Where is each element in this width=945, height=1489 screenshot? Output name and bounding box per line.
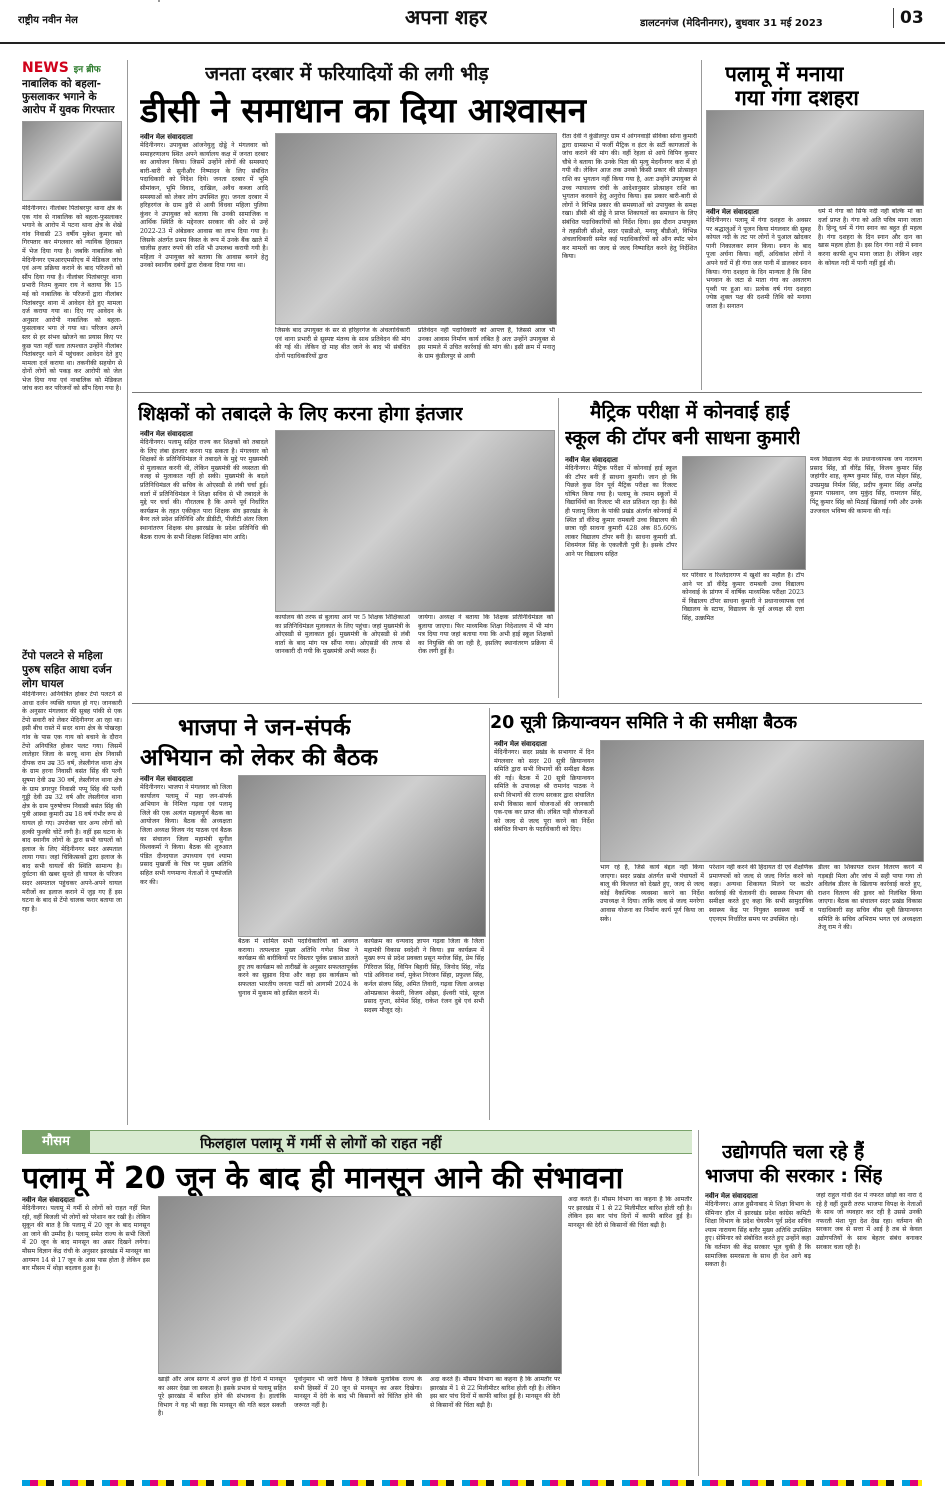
dc-text4: रीता देवी ने कुंडीलपुर ग्राम में आंगनवाड़ी सेविका सोना कुमारी द्वारा ग्रामसभा में फर्जी मैट्रिक व इंटर के सर्टी कागजातों के जांच कराने की मांग की। वहीं रेहला से आये विपिन कुमार चौबे ने बताया कि उनके पिता की मृत्यु मेदनीनगर करा में हो गयी थी। लेकिन आज तक उनको किसी प्रकार की प्रोत्साहन राशि का भुगतान नहीं किया गया है, अतः उन्होंने उपायुक्त से उच्च न्यायालय रांची के आदेशानुसार प्रोत्साहन राशि का भुगतान करवाने हेतु अनुरोध किया। इस प्रकार बारी-बारी से लोगों ने विभिन्न प्रकार की समस्याओं को उपायुक्त के समक्ष रखा। डीसी श्री दोड्डे ने प्राप्त शिकायतों का समाधान के लिए संबंधित पदाधिकारियों को निर्देश दिया। इस दौरान उपायुक्त ने तहसीली सीओ, सदर एसडीओ, मनातू बीडीओ, विभिन्न अंचलाधिकारी समेत कई पदाधिकारियों को ऑन स्पॉट फोन कर मामलों का जल्द से जल्द निष्पादित करने हेतु निर्देशित किया। <box>562 133 697 261</box>
mausam-headline: पलामू में 20 जून के बाद ही मानसून आने की संभावना <box>22 1161 624 1196</box>
ganga-headline-line2: गया गंगा दशहरा <box>735 86 859 110</box>
mausam-text3: पूर्वानुमान भी जारी किया है जिसके मुताबिक राज्य के सभी हिस्सों में 20 जून से मानसून का असर दिखेगा। मानसून में देरी के बाद भी किसानों को चिंतित होने की जरूरत नहीं है। <box>294 1376 422 1409</box>
brief1-text: मेदिनीनगर। नीलांबर पितांबरपुर थाना क्षेत्र के एक गांव से नाबालिक को बहला-फुसलाकर भगाने के आरोप में पटना थाना क्षेत्र के शेखे गांव निवासी 23 वर्षीय मुकेश कुमार को गिरफ्तार कर मंगलवार को न्यायिक हिरासत में भेज दिया गया है। जबकि नाबालिक को मेदिनीनगर एमआरएमसीएच में मेडिकल जांच एवं अन्य प्रक्रिया कराने के बाद परिजनों को सौंप दिया गया है। नीलांबर पितांबरपुर थाना प्रभारी नितम कुमार राय ने बताया कि 15 मई को नाबालिक के परिजनों द्वारा नीलांबर पितांबरपुर थाना में आवेदन देते हुए मामला दर्ज कराया गया था। दिए गए आवेदन के अनुसार आरोपी नाबालिक को बहला-फुसलाकर भगा ले गया था। परिजन अपने स्तर से हर संभव खोजने का प्रयास किए पर कुछ पता नहीं चला तत्पश्चात उन्होंने नीलांबर पितांबरपुर थाने में पहुंचकर आवेदन देते हुए मामला दर्ज कराया था। तकनीकी सहयोग से दोनों लोगों को पकड़ कर आरोपी को जेल भेज दिया गया एवं नाबालिक को मेडिकल जांच करा कर परिजनों को सौंप दिया गया है। <box>22 205 122 393</box>
matric-text2: घर परिवार व रिश्तेदारगण में खुशी का महौल है। टॉप आने पर डॉ वीरेंद्र कुमार रामबली उच्च विद्यालय कोनवाई के प्रांगण में वार्षिक माध्यमिक परीक्षा 2023 में विद्यालय टॉपर साधना कुमारी ने प्रधानाध्यापक एवं विद्यालय के स्टाफ, विद्यालय के पूर्व अध्यक्ष सी दत्ता सिंह, उत्क्रमित <box>682 572 804 622</box>
handcuffs-photo <box>22 121 122 201</box>
sutri-text4: डीलर का शिकायत राशन वितरण करने में गड़बड़ी मिला और जांच में सही पाया गया तो अविलंब डीलर के खिलाफ कार्रवाई करते हुए, राशन वितरण की ड्रावर को निलंबित किया जाएगा। बैठक का संचालन सदर प्रखंड विकास पदाधिकारी सह सचिव बीस सूत्री क्रियान्वयन समिति के सचिव अभिराम भगत एवं अध्यक्षता तेजू राम ने की। <box>818 864 922 932</box>
mausam-text1: मेदिनीनगर। पलामू में गर्मी से लोगों को राहत नहीं मिल रही, वहीं बिजली भी लोगों को परेशान कर रखी है। लेकिन सुकून की बात है कि पलामू में 20 जून के बाद मानसून आ जाने की उम्मीद है। पलामू समेत राज्य के सभी जिलों में 20 जून के बाद मानसून का असर दिखने लगेगा। मौसम विज्ञान केंद्र रांची के अनुसार झारखंड में मानसून का आगमन 14 से 17 जून के आस पास होता है लेकिन इस बार मौसम में थोड़ा बदलाव हुआ है। <box>22 1205 150 1273</box>
matric-byline: नवीन मेल संवाददाता <box>565 456 618 464</box>
mausam-bar <box>22 1130 692 1154</box>
teachers-text2: कार्यालय की तरफ से बुलाया आने पर 5 शिक्षक शिक्षिकाओं का प्रतिनिधिमंडल मुलाकात के लिए पहुंचा। जहां मुख्यमंत्री के ओएसडी से मुलाकात हुई। मुख्यमंत्री के ओएसडी से लंबी वार्ता के बाद मांग पत्र सौंपा गया। ओएसडी की तरफ से जानकारी दी गयी कि मुख्यमंत्री अभी व्यस्त हैं। <box>275 614 410 656</box>
matric-headline-line1: मैट्रिक परीक्षा में कोनवाई हाई <box>590 401 790 423</box>
udyog-text2: जहां राहुल गांधी देश मे नफरत छोड़ो का नारा दे रहे है वहीं दूसरी तरफ भाजपा विपक्ष के नेताओं के साथ जो व्यवहार कर रही है उससे उनकी नफरती मंशा पूरा देश देख रहा। वर्तमान की सरकार जब से सत्ता में आई है तब से केवल उद्योगपतियों के साथ बेहतर संबंध बनाकर सरकार चला रही है। <box>816 1192 922 1251</box>
page-number: 03 <box>893 8 924 28</box>
news-label: NEWS <box>22 60 69 76</box>
sutri-col1 <box>494 740 594 1120</box>
udyog-col1 <box>705 1192 811 1476</box>
mausam-tag: मौसम <box>22 1131 90 1153</box>
mausam-text4: अदा करते हैं। मौसम विभाग का कहना है कि आमतौर पर झारखंड में 1 से 22 मिलीमीटर बारिश होती रही है। लेकिन इस बार पांच दिनों में काफी बारिश हुई है। मानसून की देरी से किसानों की चिंता बढ़ी है। <box>430 1376 560 1409</box>
bjp-headline-line2: अभियान को लेकर की बैठक <box>140 745 378 771</box>
dc-text3: प्रतिवेदन नहीं पदाधिकारी को आपत्त हैं, जिससे आज भी उनका आवास निर्माण कार्य लंबित है अतः उन्होंने उपायुक्त से इस मामले में उचित कार्रवाई की मांग की। इसी क्रम में मनातू के ग्राम कुंडीलपुर से आयी <box>418 327 555 360</box>
matric-col1 <box>565 456 677 698</box>
section-title: अपना शहर <box>405 5 488 29</box>
brief2-title: टेंपो पलटने से महिला पुरुष सहित आधा दर्जन लोग घायल <box>22 650 112 690</box>
mausam-text5: अदा करते हैं। मौसम विभाग का कहना है कि आमतौर पर झारखंड में 1 से 22 मिलीमीटर बारिश होती रही है। लेकिन इस बार पांच दिनों में काफी बारिश हुई है। मानसून की देरी से किसानों की चिंता बढ़ी है। <box>568 1196 692 1229</box>
registration-strip <box>22 1480 922 1486</box>
paddy-field-photo <box>158 0 160 2</box>
matric-text3: मध्य विद्यालय मेदा के प्रधानाध्यापक जय नारायण प्रसाद सिंह, डॉ वीरेंद्र सिंह, विजय कुमार सिंह जहांगीर शाह, कृष्ण कुमार सिंह, राज मोहन सिंह, उपप्रमुख निर्मल सिंह, प्रदीप कुमार सिंह अमरेंद्र कुमार पासवान, जय मुकुंद सिंह, रामरतन सिंह, पिंटू कुमार सिंह को मिठाई खिलाई गयी और उनके उज्जवल भविष्य की कामना की गई। <box>810 456 922 515</box>
paper-logo: राष्ट्रीय नवीन मेल <box>18 15 78 26</box>
brief2-text: मेदिनीनगर। अनियंत्रित होकर टेंपो पलटने से आधा दर्जन व्यक्ति घायल हो गए। जानकारी के अनुसार मंगलवार की सुबह पांकी से एक टेंपो सवारी को लेकर मेदिनीनगर आ रहा था। इसी बीच रास्ते में सदर थाना क्षेत्र के पोखरहा गांव के पास एक गाय को बचाने के दौरान टेंपो अनियंत्रित होकर पलट गया। जिसमें लातेहार जिला के सरयू थाना क्षेत्र निवासी दीपक राम उम्र 35 वर्ष, लेस्लीगंज थाना क्षेत्र के ग्राम हरना निवासी बसंत सिंह की पत्नी सुषमा देवी उम्र 30 वर्ष, लेस्लीगंज थाना क्षेत्र के ग्राम डगरपुर निवासी पप्पू सिंह की पत्नी गुड्डी देवी उम्र 32 वर्ष और लेस्लीगंज थाना क्षेत्र के ग्राम पुरुषोत्तम निवासी बसंत सिंह की पुत्री आस्था कुमारी उम्र 18 वर्ष गंभीर रूप से घायल हो गए। उपरोक्त चार अन्य लोगों को हल्की फुल्की चोटें लगी है। वहीं इस घटना के बाद स्थानीय लोगों के द्वारा सभी घायलों को इलाज के लिए मेदिनीनगर सदर अस्पताल लाया गया। जहां चिकित्सकों द्वारा इलाज के बाद सभी घायलों की स्थिति सामान्य है। दुर्घटना की खबर सुनते ही घायल के परिजन सदर अस्पताल पहुंचकर अपने-अपने घायल मरीजों का इलाज कराने में जुड़ गए हैं इस घटना के बाद से टेंपो चालक फरार बताया जा रहा है। <box>22 691 122 913</box>
mausam-kicker: फिलहाल पलामू में गर्मी से लोगों को राहत नहीं <box>200 1136 442 1152</box>
ganga-text2: धर्म में गंगा को सिर्फ नदी नहीं बल्कि मां का दर्जा प्राप्त है। गंगा को अति पवित्र माना जाता है। हिन्दू धर्म में गंगा स्नान का बहुत ही महत्व है। गंगा दशहरा के दिन स्नान और दान का खास महत्व होता है। इस दिन गंगा नदी में स्नान करना काफी शुभ माना जाता है। लेकिन शहर के कोयल नदी में पानी नहीं हुई थी। <box>818 208 922 267</box>
udyog-headline-line2: भाजपा की सरकार : सिंह <box>705 1165 883 1187</box>
mausam-text2: खाड़ी और अरब सागर में अपने कुछ ही दिनों में मानसून का असर देखा जा सकता है। इसके प्रभाव से पलामू सहित पूरे झारखंड में बारिश होने की संभावना है। हालांकि विभाग ने यह भी कहा कि मानसून की गति बदल सकती है। <box>158 1376 286 1418</box>
dc-kicker: जनता दरबार में फरियादियों की लगी भीड़ <box>205 63 489 85</box>
news-brief-column <box>22 60 122 1125</box>
dc-col1 <box>140 133 268 383</box>
sutri-text3: परेशान नहीं करने की हिदायत दी एवं शैक्षणिक प्रमाणपत्रों को जल्द से जल्द निर्गत करने को कहा। अन्यथा शिकायत मिलने पर कठोर कार्रवाई की चेतावनी दी। स्वास्थ्य विभाग की समीक्षा करते हुए कहा कि सभी सामुदायिक स्वास्थ्य केंद्र पर नियुक्त स्वास्थ्य कर्मी व एएनएम निर्धारित समय पर उपस्थित रहे। <box>709 864 813 923</box>
udyog-text1: मेदिनीनगर। आज हुसैनाबाद मे शिक्षा विभाग के सेमिनार हॉल में झारखंड प्रदेश कांग्रेस कमिटी शिक्षा विभाग के प्रदेश चेयरमैन पूर्व प्रदेश सचिव श्याम नारायण सिंह बतौर मुख्य अतिथि उपस्थित हुए। सेमिनार को संबोधित करते हुए उन्होंने कहा कि वर्तमान की केंद्र सरकार भूल चुकी है कि सामाजिक समरसता के साथ ही देश आगे बढ़ सकता है। <box>705 1201 811 1269</box>
news-brief-tag <box>22 60 122 76</box>
sutri-text2: भाग रहे है, जिसे कार्य बंद्दल नहीं किया जाएगा। सदर प्रखंड अंतर्गत सभी पंचायतों में बालू की किल्लत को देखते हुए, जल्द से जल्द कोई वैकल्पिक व्यवस्था करने का निर्देश उपाध्यक्ष ने दिया। ताकि जल्द से जल्द मनरेगा आवास योजना का निर्माण कार्य पूर्ण किया जा सके। <box>600 864 704 923</box>
sutri-headline: 20 सूत्री क्रियान्वयन समिति ने की समीक्षा बैठक <box>490 713 798 733</box>
bjp-text3: कार्यक्रम का धन्यवाद ज्ञापन गढ़वा जिला के जिला महामंत्री विकास स्वदेशी ने किया। इस कार्यक्रम में मुख्य रूप से प्रदेश प्रवक्ता प्रसून मनोज सिंह, प्रेम सिंह गिरिराज सिंह, विपिन बिहारी सिंह, जिनोद सिंह, नरेंद्र पांडे अविनाश वर्मा, मुकेश निरंजन सिंहा, प्रफुल्ल सिंह, कर्नल संजय सिंह, अमित तिवारी, गढ़वा जिला अध्यक्ष ओमप्रकाश केसरी, विजय ओझा, ईश्वरी पांडे, सूरज प्रसाद गुप्ता, सोमेश सिंह, राकेश रंजन दुबे एवं सभी सदस्य मौजूद रहे। <box>364 938 484 1014</box>
dc-text1: मेदिनीनगर। उपायुक्त आंजनेयुलु दोड्डे ने मंगलवार को समाहरणालय स्थित अपने कार्यालय कक्ष में जनता दरबार का आयोजन किया। जिसमें उन्होंने लोगों की समस्याएं बारी-बारी से सुनीऔर निष्पादन के लिए संबंधित पदाधिकारी को निदेश दिये। जनता दरबार में भूमि सीमांकन, भूमि विवाद, दाखिल, अवैध कब्जा आदि समस्याओं को लेकर लोग उपस्थित हुए। जनता दरबार में हरिहरगंज के ग्राम डुरी से आयी विधवा महिला पुलिया कुंवर ने उपायुक्त को बताया कि उनकी सामाजिक व आर्थिक स्थिति के मद्देनजर सरकार की ओर से उन्हें 2022-23 में अंबेडकर आवास का लाभ दिया गया है। जिसके अंतर्गत प्रथम किस्त के रूप में उनके बैंक खाते में चालीस हजार रुपये की राशि भी उपलब्ध करायी गयी है। महिला ने उपायुक्त को बताया कि आवास बनाने हेतु उनको स्थानीय दबंगों द्वारा रोकवा दिया गया था। <box>140 142 268 270</box>
paddy-transplanting-photo <box>158 1196 562 1374</box>
matric-headline-line2: स्कूल की टॉपर बनी साधना कुमारी <box>565 427 801 449</box>
ganga-col1 <box>706 208 811 388</box>
sutri-text1: मेदिनीनगर। सदर प्रखंड के सभागार में दिन मंगलवार को सदर 20 सूत्री क्रियान्वयन समिति द्वारा सभी विभागों की समीक्षा बैठक की गई। बैठक में 20 सूत्री क्रियान्वयन समिति के उपाध्यक्ष श्री रामानंद पाठक ने सभी विभागों की राज्य सरकार द्वारा संचालित सभी विकास कार्य योजनाओं की जानकारी एक-एक कर प्राप्त की। लंबित पड़ी योजनाओं को जल्द से जल्द पूरा करने का निर्देश संबंधित विभाग के पदाधिकारी को दिए। <box>494 749 594 834</box>
bjp-headline-line1: भाजपा ने जन-संपर्क <box>178 715 351 741</box>
ganga-river-photo <box>706 110 924 206</box>
bjp-text2: बैठक में शामिल सभी पदाधिकारियों को अवगत कराया। तत्पश्चात मुख्य अतिथि गणेश मिश्रा ने कार्यक्रम की बारीकियों पर विस्तार पूर्वक प्रकाश डालते हुए तय कार्यक्रम को तारीखों के अनुसार सफलतापूर्वक करने का सुझाव दिया और कहा इस कार्यक्रम को सफलता भारतीय जनता पार्टी को आगामी 2024 के चुनाव में मुकाम को हासिल कराने में। <box>238 938 358 997</box>
teachers-photo <box>275 430 555 612</box>
masthead <box>0 0 945 44</box>
teachers-text1: मेदिनीनगर। पलामू सहित राज्य कर शिक्षकों को तबादले के लिए लंबा इंतजार करना पड़ सकता है। मंगलवार को शिक्षकों के प्रतिनिधिमंडल ने तबादले के मुद्दे पर मुख्यमंत्री से मुलाकात करनी थी, लेकिन मुख्यमंत्री की व्यस्तता की वजह से मुलाकात नहीं हो सकी। मुख्यमंत्री के बदले प्रतिनिधिमंडल की सचिव के ओएसडी से लंबी चर्चा हुई। वार्ता में प्रतिनिधिमंडल ने शिक्षा सचिव से भी तबादले के मुद्दे पर चर्चा की। गौरतलब है कि अपने पूर्व निर्धारित कार्यक्रम के तहत एकीकृत पारा शिक्षक संघ झारखंड के बैनर तले प्रदेश प्रतिनिधि और डीडीटी, पीजीटी अंतर जिला स्थानांतरण शिक्षक संघ झारखंड के प्रदेश प्रतिनिधि की बैठक राज्य के सभी शिक्षक शिक्षिका मांग आदि। <box>140 439 268 541</box>
bjp-col1 <box>140 775 232 1120</box>
dc-byline: नवीन मेल संवाददाता <box>140 133 193 141</box>
bjp-text1: मेदिनीनगर। भाजपा ने मंगलवार को जिला कार्यालय पलामू में महा जन-संपर्क अभियान के निमित्त गढ़वा एवं पलामू जिले की एक अत्यंत महत्वपूर्ण बैठक का आयोजन किया। बैठक की अध्यक्षता जिला अध्यक्ष विजय नंद पाठक एवं बैठक का संचालन जिला महामंत्री सुनील विश्वकर्मा ने किया। बैठक की शुरुआत पंडित दीनदयाल उपाध्याय एवं श्यामा प्रसाद मुखर्जी के चित्र पर मुख्य अतिथि सहित सभी गणमान्य नेताओं ने पुष्पांजलि कर की। <box>140 784 232 886</box>
dc-janta-darbar-photo <box>275 133 557 325</box>
mausam-col1 <box>22 1196 150 1476</box>
place-date: डालटनगंज (मेदिनीनगर), बुधवार 31 मई 2023 <box>640 18 823 29</box>
dc-text2: जिसके बाद उपायुक्त के सर से हरिहरगंज के अंचलाधिकारी एवं थाना प्रभारी से सुस्पष्ट मंतव्य के साथ प्रतिवेदन की मांग की गई थी। लेकिन दो माह बीत जाने के बाद भी संबंधित दोनों पदाधिकारियों द्वारा <box>275 327 410 360</box>
sutri-byline: नवीन मेल संवाददाता <box>494 740 547 748</box>
matric-topper-photo <box>682 456 806 570</box>
teachers-byline: नवीन मेल संवाददाता <box>140 430 193 438</box>
teachers-text3: जायेगा। अध्यक्ष ने बताया कि शिक्षक प्रतिनिधिमंडल को बुलाया जाएगा। फिर माध्यमिक शिक्षा निदेशालय में भी मांग पत्र दिया गया जहां बताया गया कि अभी हाई स्कूल शिक्षकों का नियुक्ति की जा रही है, इसलिए स्थानांतरण प्रक्रिया में रोक लगी हुई है। <box>418 614 553 656</box>
teachers-headline: शिक्षकों को तबादले के लिए करना होगा इंतजार <box>138 403 463 425</box>
matric-text1: मेदिनीनगर। मैट्रिक परीक्षा में कोनवाई हाई स्कूल की टॉपर बनी हैं साधना कुमारी। जान हो कि पिछले कुछ दिन पूर्व मैट्रिक परीक्षा का रिजल्ट घोषित किया गया है। पलामू के तमाम स्कूलों में विद्यार्थियों का रिजल्ट भी शत प्रतिशत रहा है। वैसे ही पलामू जिला के पांकी प्रखंड अंतर्गत कोनवाई में स्थित डॉ वीरेन्द्र कुमार रामबली उच्च विद्यालय की छात्रा रही साधना कुमारी 428 अंक 85.60% लाकर विद्यालय टॉपर बनी है। साधना कुमारी डॉ. शिवमंगल सिंह के एकलौती पुत्री है। इसके टॉपर आने पर विद्यालय सहित <box>565 465 677 558</box>
in-brief-label: इन ब्रीफ <box>73 65 101 75</box>
udyog-headline-line1: उद्योगपति चला रहे हैं <box>722 1141 865 1163</box>
mausam-byline: नवीन मेल संवाददाता <box>22 1196 75 1204</box>
udyog-byline: नवीन मेल संवाददाता <box>705 1192 758 1200</box>
ganga-text1: मेदिनीनगर। पलामू में गंगा दशहरा के अवसर पर श्रद्धालुओं ने पूजन किया मंगलवार की सुबह कोयल नदी के तट पर लोगों ने पुआल खोदकर पानी निकालकर स्नान किया। स्नान के बाद पूजा अर्चना किया। वहीं, अधिकांश लोगों ने अपने घरों में ही गंगा जल पानी में डालकर स्नान किया। गंगा दशहरा के दिन मान्यता है कि शिव भगवान के जटा से माता गंगा का अवतरण पृथ्वी पर हुआ था। प्रत्येक वर्ष गंगा दशहरा ज्येष्ठ शुक्ल पक्ष की दशमी तिथि को मनाया जाता है। सनातन <box>706 217 811 310</box>
teachers-col1 <box>140 430 268 698</box>
dc-headline: डीसी ने समाधान का दिया आश्वासन <box>140 91 587 131</box>
brief1-title: नाबालिक को बहला-फुसलाकर भगाने के आरोप में युवक गिरफ्तार <box>22 78 115 116</box>
ganga-headline-line1: पलामू में मनाया <box>725 62 844 86</box>
bjp-meeting-photo <box>238 775 486 937</box>
ganga-byline: नवीन मेल संवाददाता <box>706 208 759 216</box>
bjp-byline: नवीन मेल संवाददाता <box>140 775 193 783</box>
sutri-meeting-photo <box>600 740 924 862</box>
